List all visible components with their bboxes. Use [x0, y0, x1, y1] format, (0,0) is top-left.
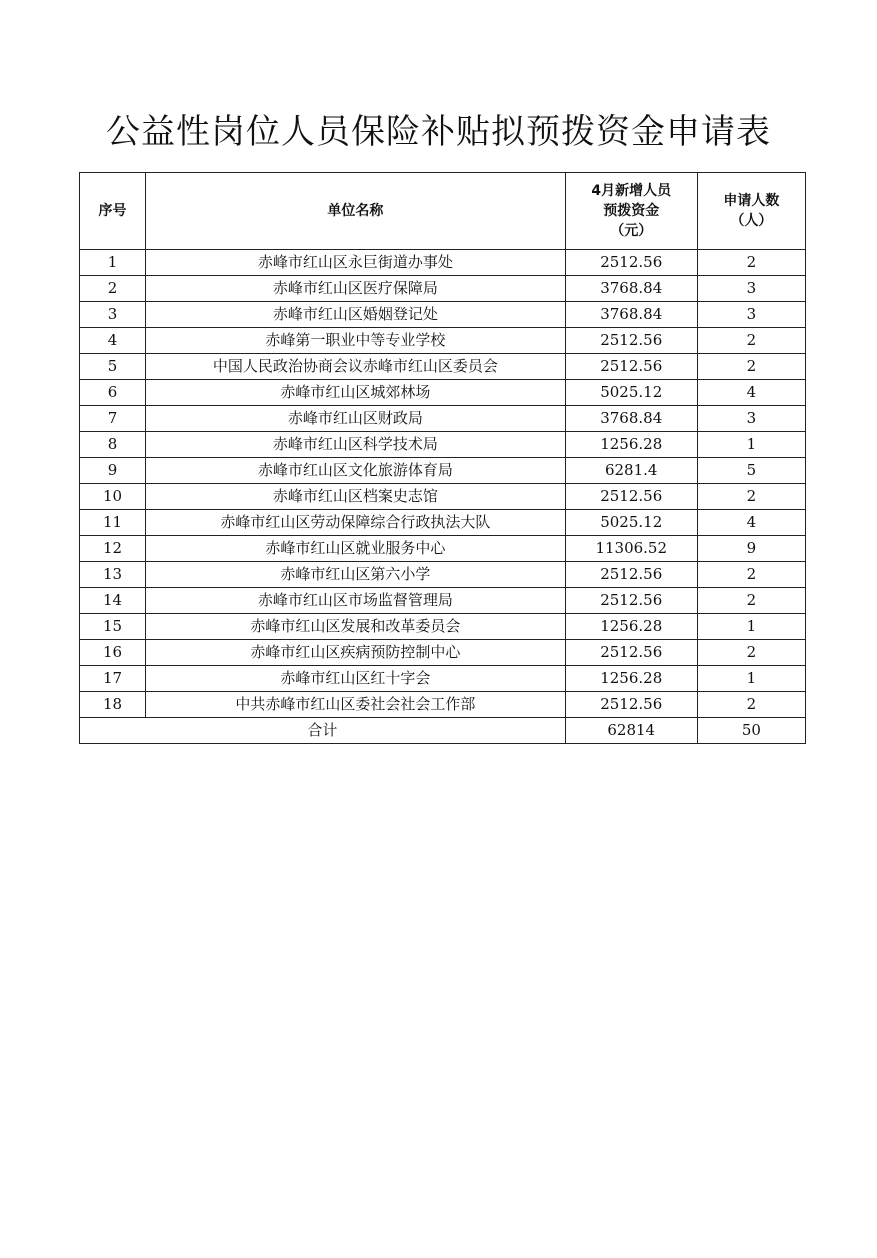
total-count: 50	[697, 718, 805, 744]
cell-count: 2	[697, 640, 805, 666]
table-row	[80, 380, 806, 406]
cell-seq: 4	[80, 328, 146, 354]
subsidy-table	[79, 172, 806, 744]
cell-count: 2	[697, 250, 805, 276]
table-row	[80, 588, 806, 614]
cell-count: 2	[697, 354, 805, 380]
cell-seq: 5	[80, 354, 146, 380]
header-unit-name: 单位名称	[146, 173, 566, 250]
table-row	[80, 250, 806, 276]
cell-seq: 11	[80, 510, 146, 536]
table-row	[80, 640, 806, 666]
table-row	[80, 458, 806, 484]
cell-unit-name: 赤峰第一职业中等专业学校	[146, 328, 566, 354]
cell-seq: 15	[80, 614, 146, 640]
cell-seq: 6	[80, 380, 146, 406]
header-funds-line1: 4月新增人员	[591, 183, 672, 199]
header-applicant-count	[697, 173, 805, 250]
header-seq: 序号	[80, 173, 146, 250]
cell-unit-name: 赤峰市红山区财政局	[146, 406, 566, 432]
cell-unit-name: 赤峰市红山区发展和改革委员会	[146, 614, 566, 640]
cell-unit-name: 赤峰市红山区第六小学	[146, 562, 566, 588]
cell-count: 9	[697, 536, 805, 562]
cell-funds: 2512.56	[565, 588, 697, 614]
cell-funds: 2512.56	[565, 562, 697, 588]
cell-seq: 1	[80, 250, 146, 276]
table-body	[80, 250, 806, 718]
header-funds-line3: （元）	[610, 223, 653, 239]
cell-funds: 2512.56	[565, 328, 697, 354]
cell-funds: 2512.56	[565, 250, 697, 276]
cell-funds: 11306.52	[565, 536, 697, 562]
total-label: 合计	[80, 718, 566, 744]
cell-funds: 3768.84	[565, 406, 697, 432]
table-header-row	[80, 173, 806, 250]
cell-funds: 1256.28	[565, 432, 697, 458]
cell-funds: 2512.56	[565, 484, 697, 510]
cell-funds: 5025.12	[565, 510, 697, 536]
table-row	[80, 406, 806, 432]
cell-unit-name: 赤峰市红山区劳动保障综合行政执法大队	[146, 510, 566, 536]
cell-seq: 12	[80, 536, 146, 562]
cell-seq: 13	[80, 562, 146, 588]
cell-unit-name: 赤峰市红山区市场监督管理局	[146, 588, 566, 614]
cell-seq: 9	[80, 458, 146, 484]
cell-funds: 5025.12	[565, 380, 697, 406]
cell-count: 5	[697, 458, 805, 484]
cell-unit-name: 赤峰市红山区永巨街道办事处	[146, 250, 566, 276]
cell-count: 4	[697, 380, 805, 406]
cell-count: 1	[697, 432, 805, 458]
cell-funds: 1256.28	[565, 666, 697, 692]
cell-unit-name: 赤峰市红山区档案史志馆	[146, 484, 566, 510]
cell-seq: 14	[80, 588, 146, 614]
table-row	[80, 614, 806, 640]
table-row	[80, 432, 806, 458]
cell-unit-name: 赤峰市红山区文化旅游体育局	[146, 458, 566, 484]
cell-count: 1	[697, 666, 805, 692]
cell-count: 2	[697, 328, 805, 354]
cell-unit-name: 赤峰市红山区就业服务中心	[146, 536, 566, 562]
table-row	[80, 354, 806, 380]
table-row	[80, 276, 806, 302]
cell-seq: 8	[80, 432, 146, 458]
cell-seq: 7	[80, 406, 146, 432]
cell-seq: 18	[80, 692, 146, 718]
cell-count: 2	[697, 562, 805, 588]
cell-seq: 10	[80, 484, 146, 510]
cell-count: 3	[697, 302, 805, 328]
table-row	[80, 510, 806, 536]
header-funds-line2: 预拨资金	[603, 203, 660, 219]
cell-count: 3	[697, 276, 805, 302]
cell-seq: 16	[80, 640, 146, 666]
table-row	[80, 692, 806, 718]
table-row	[80, 484, 806, 510]
cell-unit-name: 赤峰市红山区红十字会	[146, 666, 566, 692]
table-row	[80, 666, 806, 692]
table-row	[80, 328, 806, 354]
header-funds	[565, 173, 697, 250]
cell-unit-name: 赤峰市红山区医疗保障局	[146, 276, 566, 302]
header-count-line2: （人）	[730, 213, 773, 229]
cell-count: 4	[697, 510, 805, 536]
table-row	[80, 536, 806, 562]
cell-funds: 2512.56	[565, 640, 697, 666]
cell-funds: 3768.84	[565, 302, 697, 328]
cell-funds: 1256.28	[565, 614, 697, 640]
cell-unit-name: 中共赤峰市红山区委社会社会工作部	[146, 692, 566, 718]
cell-unit-name: 赤峰市红山区科学技术局	[146, 432, 566, 458]
cell-count: 1	[697, 614, 805, 640]
page-title: 公益性岗位人员保险补贴拟预拨资金申请表	[106, 112, 771, 152]
cell-funds: 2512.56	[565, 354, 697, 380]
cell-unit-name: 赤峰市红山区婚姻登记处	[146, 302, 566, 328]
cell-funds: 6281.4	[565, 458, 697, 484]
cell-seq: 2	[80, 276, 146, 302]
total-funds: 62814	[565, 718, 697, 744]
cell-unit-name: 赤峰市红山区疾病预防控制中心	[146, 640, 566, 666]
cell-unit-name: 中国人民政治协商会议赤峰市红山区委员会	[146, 354, 566, 380]
cell-funds: 3768.84	[565, 276, 697, 302]
cell-seq: 17	[80, 666, 146, 692]
cell-count: 2	[697, 692, 805, 718]
cell-count: 3	[697, 406, 805, 432]
cell-seq: 3	[80, 302, 146, 328]
cell-unit-name: 赤峰市红山区城郊林场	[146, 380, 566, 406]
table-row	[80, 302, 806, 328]
table-row	[80, 562, 806, 588]
cell-count: 2	[697, 588, 805, 614]
header-count-line1: 申请人数	[723, 193, 780, 209]
cell-count: 2	[697, 484, 805, 510]
total-row	[80, 718, 806, 744]
cell-funds: 2512.56	[565, 692, 697, 718]
